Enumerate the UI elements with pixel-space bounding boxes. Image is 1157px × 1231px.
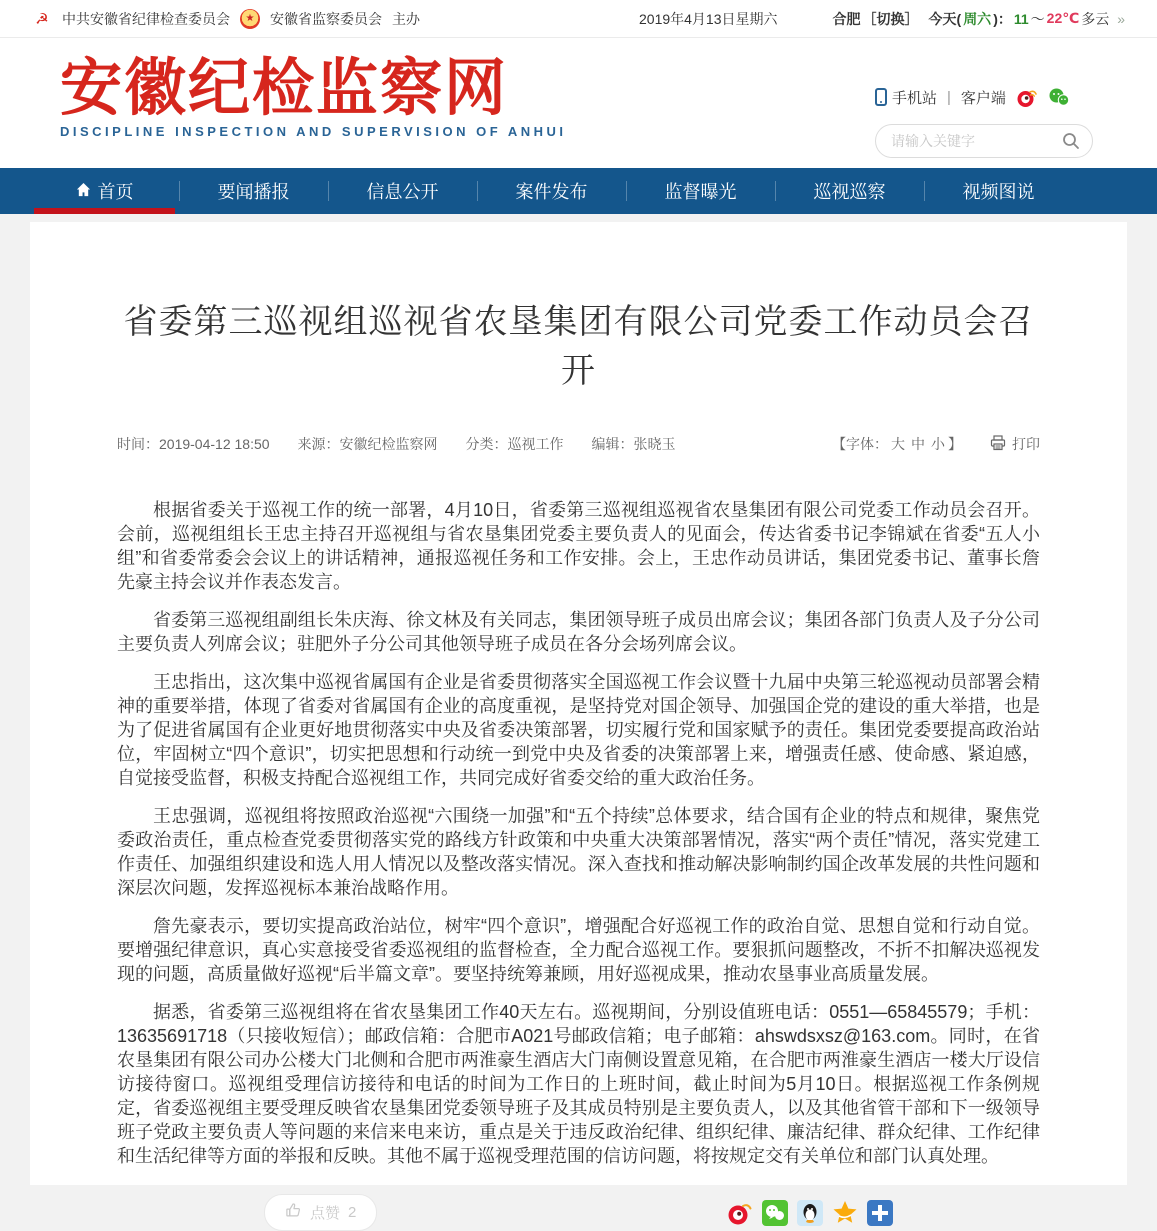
print-label: 打印 [1012, 436, 1040, 452]
main-nav [0, 168, 1157, 214]
article-panel [30, 222, 1127, 1222]
nav-item-label: 要闻播报 [217, 182, 290, 202]
home-icon [76, 181, 91, 202]
site-name: 安徽纪检监察网 [60, 51, 509, 124]
like-label: 点赞 [310, 1205, 341, 1222]
host-org-2: 安徽省监察委员会 [270, 10, 382, 27]
weather-day: 周六 [963, 10, 992, 27]
print-button[interactable] [990, 434, 1040, 454]
weather-temp-low: 11 [1013, 10, 1029, 27]
like-button[interactable] [264, 1194, 377, 1231]
wechat-share-icon[interactable] [762, 1200, 788, 1226]
qzone-share-icon[interactable] [832, 1200, 858, 1226]
site-header [0, 38, 1157, 168]
article-actions [117, 1194, 1040, 1231]
site-subtitle: DISCIPLINE INSPECTION AND SUPERVISION OF ANHUI [60, 124, 567, 139]
weather-tilde: ～ [1030, 10, 1045, 27]
nav-item-label: 案件发布 [515, 182, 588, 202]
weather-after-day: )： [993, 10, 1012, 27]
qq-share-icon[interactable] [797, 1200, 823, 1226]
site-logo[interactable] [60, 52, 567, 168]
topbar [0, 0, 1157, 38]
meta-time: 时间：2019-04-12 18:50 [117, 436, 270, 452]
paragraph: 省委第三巡视组副组长朱庆海、徐文林及有关同志，集团领导班子成员出席会议；集团各部门负责人及子分公司主要负责人列席会议；驻肥外子分公司其他领导班子成员在各分会场列席会议。 [117, 610, 1040, 654]
nav-item-label: 首页 [97, 182, 134, 202]
weather-condition: 多云 [1081, 10, 1110, 27]
nav-item-info[interactable] [328, 168, 477, 214]
font-size-small[interactable]: 小 [931, 436, 945, 452]
meta-source: 来源：安徽纪检监察网 [297, 436, 438, 452]
mobile-site-link[interactable] [875, 87, 937, 108]
link-divider: | [947, 88, 951, 106]
nav-item-cases[interactable] [477, 168, 626, 214]
national-emblem-icon: ★ [240, 9, 260, 29]
nav-item-label: 信息公开 [366, 182, 439, 202]
weather-today-prefix: 今天( [928, 10, 962, 27]
share-bar [727, 1200, 893, 1226]
nav-item-label: 视频图说 [962, 182, 1035, 202]
nav-item-inspection[interactable] [775, 168, 924, 214]
paragraph: 王忠指出，这次集中巡视省属国有企业是省委贯彻落实全国巡视工作会议暨十九届中央第三轮巡视动员部署会精神的重要举措，体现了省委对省属国有企业的高度重视，是坚持党对国企领导、加强国企党的建设的重大举措，也是为了促进省属国有企业更好地贯彻落实中央及省委决策部署，切实履行党和国家赋予的责任。集团党委要提高政治站位，牢固树立“四个意识”，切实把思想和行动统一到党中央及省委的决策部署上来，增强责任感、使命感、紧迫感，自觉接受监督，积极支持配合巡视组工作，共同完成好省委交给的重大政治任务。 [117, 672, 1040, 788]
font-sizer-prefix: 【字体： [832, 436, 888, 452]
city-switch-link[interactable]: ［切换］ [862, 10, 919, 27]
paragraph: 王忠强调，巡视组将按照政治巡视“六围绕一加强”和“五个持续”总体要求，结合国有企业的特点和规律，聚焦党委政治责任，重点检查党委贯彻落实党的路线方针政策和中央重大决策部署情况，落实“两个责任”情况，落实党建工作责任、加强组织建设和选人用人情况以及整改落实情况。深入查找和推动解决影响制约国企改革发展的共性问题和深层次问题，发挥巡视标本兼治战略作用。 [117, 806, 1040, 898]
meta-category: 分类：巡视工作 [465, 436, 564, 452]
nav-item-label: 监督曝光 [664, 182, 737, 202]
client-app-label: 客户端 [960, 89, 1006, 107]
article-body [117, 498, 1040, 1168]
nav-item-home[interactable] [30, 168, 179, 214]
article-title: 省委第三巡视组巡视省农垦集团有限公司党委工作动员会召开 [123, 303, 1034, 390]
search-icon[interactable] [1061, 131, 1081, 156]
nav-item-news[interactable] [179, 168, 328, 214]
weibo-share-icon[interactable] [727, 1200, 753, 1226]
article-meta [117, 434, 1040, 454]
thumb-up-icon [285, 1202, 302, 1223]
client-app-link[interactable] [961, 87, 1006, 108]
weather-temp-high: 22℃ [1046, 10, 1080, 26]
party-emblem-icon: ☭ [35, 10, 49, 28]
paragraph: 根据省委关于巡视工作的统一部署，4月10日，省委第三巡视组巡视省农垦集团有限公司党委工作动员会召开。会前，巡视组组长王忠主持召开巡视组与省农垦集团党委主要负责人的见面会，传达省委书记李锦斌在省委“五人小组”和省委常委会会议上的讲话精神，通报巡视任务和工作安排。会上，王忠作动员讲话，集团党委书记、董事长詹先豪主持会议并作表态发言。 [117, 500, 1040, 592]
share-more-icon[interactable] [867, 1200, 893, 1226]
weather-more-link[interactable]: » [1117, 10, 1125, 27]
font-sizer-suffix: 】 [948, 436, 962, 452]
weibo-icon[interactable] [1016, 86, 1038, 108]
meta-editor: 编辑：张晓玉 [591, 436, 676, 452]
paragraph: 据悉，省委第三巡视组将在省农垦集团工作40天左右。巡视期间，分别设值班电话：0551—65845579；手机：13635691718（只接收短信）；邮政信箱：合肥市A021号邮政信箱；电子邮箱：ahswdsxsz@163.com。同时，在省农垦集团有限公司办公楼大门北侧和合肥市两淮豪生酒店大门南侧设置意见箱，在合肥市两淮豪生酒店一楼大厅设信访接待窗口。巡视组受理信访接待和电话的时间为工作日的上班时间，截止时间为5月10日。根据巡视工作条例规定，省委巡视组主要受理反映省农垦集团党委领导班子及其成员特别是主要负责人，以及其他省管干部和下一级领导班子党政主要负责人等问题的来信来电来访，重点是关于违反政治纪律、组织纪律、廉洁纪律、群众纪律、工作纪律和生活纪律等方面的举报和反映。其他不属于巡视受理范围的信访问题，将按规定交有关单位和部门认真处理。 [117, 1002, 1040, 1166]
printer-icon [990, 435, 1006, 454]
current-date: 2019年4月13日星期六 [639, 10, 778, 27]
like-count: 2 [348, 1204, 357, 1221]
wechat-icon[interactable] [1048, 86, 1070, 108]
weather-widget [833, 9, 1125, 29]
phone-icon [875, 88, 887, 106]
nav-item-supervision[interactable] [626, 168, 775, 214]
font-size-picker [832, 434, 962, 454]
mobile-site-label: 手机站 [892, 89, 938, 107]
paragraph: 詹先豪表示，要切实提高政治站位，树牢“四个意识”，增强配合好巡视工作的政治自觉、思想自觉和行动自觉。要增强纪律意识，真心实意接受省委巡视组的监督检查，全力配合巡视工作。要狠抓问题整改，不折不扣解决巡视发现的问题，高质量做好巡视“后半篇文章”。要坚持统筹兼顾，用好巡视成果，推动农垦事业高质量发展。 [117, 916, 1040, 984]
font-size-medium[interactable]: 中 [911, 436, 925, 452]
weather-city: 合肥 [832, 10, 861, 27]
nav-item-video[interactable] [924, 168, 1073, 214]
host-suffix: 主办 [392, 10, 420, 27]
host-org-1: 中共安徽省纪律检查委员会 [62, 10, 230, 27]
nav-item-label: 巡视巡察 [813, 182, 886, 202]
font-size-large[interactable]: 大 [891, 436, 905, 452]
